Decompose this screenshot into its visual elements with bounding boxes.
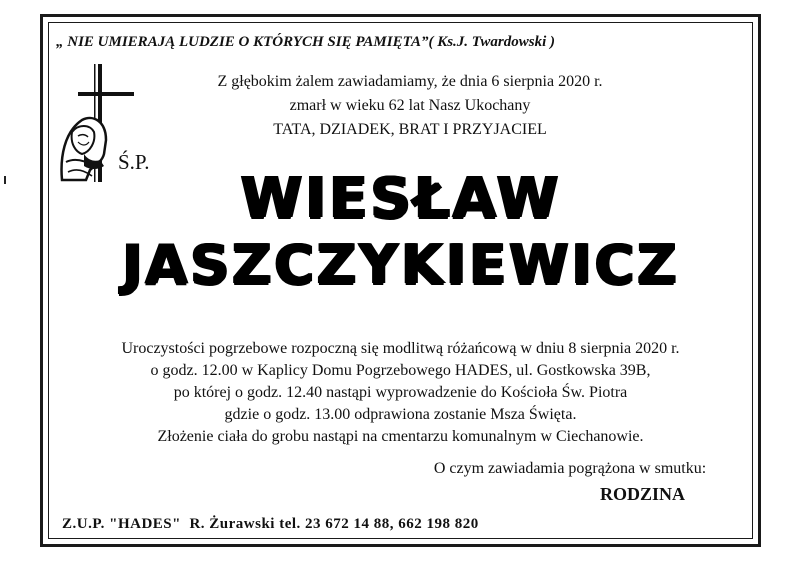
scan-artifact <box>4 176 6 184</box>
closing-notice: O czym zawiadamia pogrążona w smutku: <box>433 460 707 477</box>
details-line-2: o godz. 12.00 w Kaplicy Domu Pogrzebowego HADES, ul. Gostkowska 39B, <box>150 362 651 379</box>
funeral-home-footer: Z.U.P. "HADES" R. Żurawski tel. 23 672 14 88, 662 198 820 <box>62 516 479 532</box>
sp-abbreviation: Ś.P. <box>118 150 150 174</box>
details-line-5: Złożenie ciała do grobu nastąpi na cmentarzu komunalnym w Ciechanowie. <box>157 428 644 445</box>
details-line-1: Uroczystości pogrzebowe rozpoczną się modlitwą różańcową w dniu 8 sierpnia 2020 r. <box>121 340 680 357</box>
announcement-intro <box>180 70 640 142</box>
family-signature: RODZINA <box>600 484 686 504</box>
deceased-last-name: JASZCZYKIEWICZ <box>121 233 680 296</box>
funeral-details <box>48 338 753 448</box>
details-line-3: po której o godz. 12.40 nastąpi wyprowadzenie do Kościoła Św. Piotra <box>173 384 628 401</box>
intro-line-3: TATA, DZIADEK, BRAT I PRZYJACIEL <box>273 121 547 138</box>
details-line-4: gdzie o godz. 13.00 odprawiona zostanie Msza Święta. <box>224 406 577 423</box>
intro-line-2: zmarł w wieku 62 lat Nasz Ukochany <box>289 97 531 114</box>
motto-quote: „ NIE UMIERAJĄ LUDZIE O KTÓRYCH SIĘ PAMIĘTA”( Ks.J. Twardowski ) <box>56 34 555 50</box>
deceased-first-name: WIESŁAW <box>240 166 561 231</box>
intro-line-1: Z głębokim żalem zawiadamiamy, że dnia 6 sierpnia 2020 r. <box>217 73 603 90</box>
